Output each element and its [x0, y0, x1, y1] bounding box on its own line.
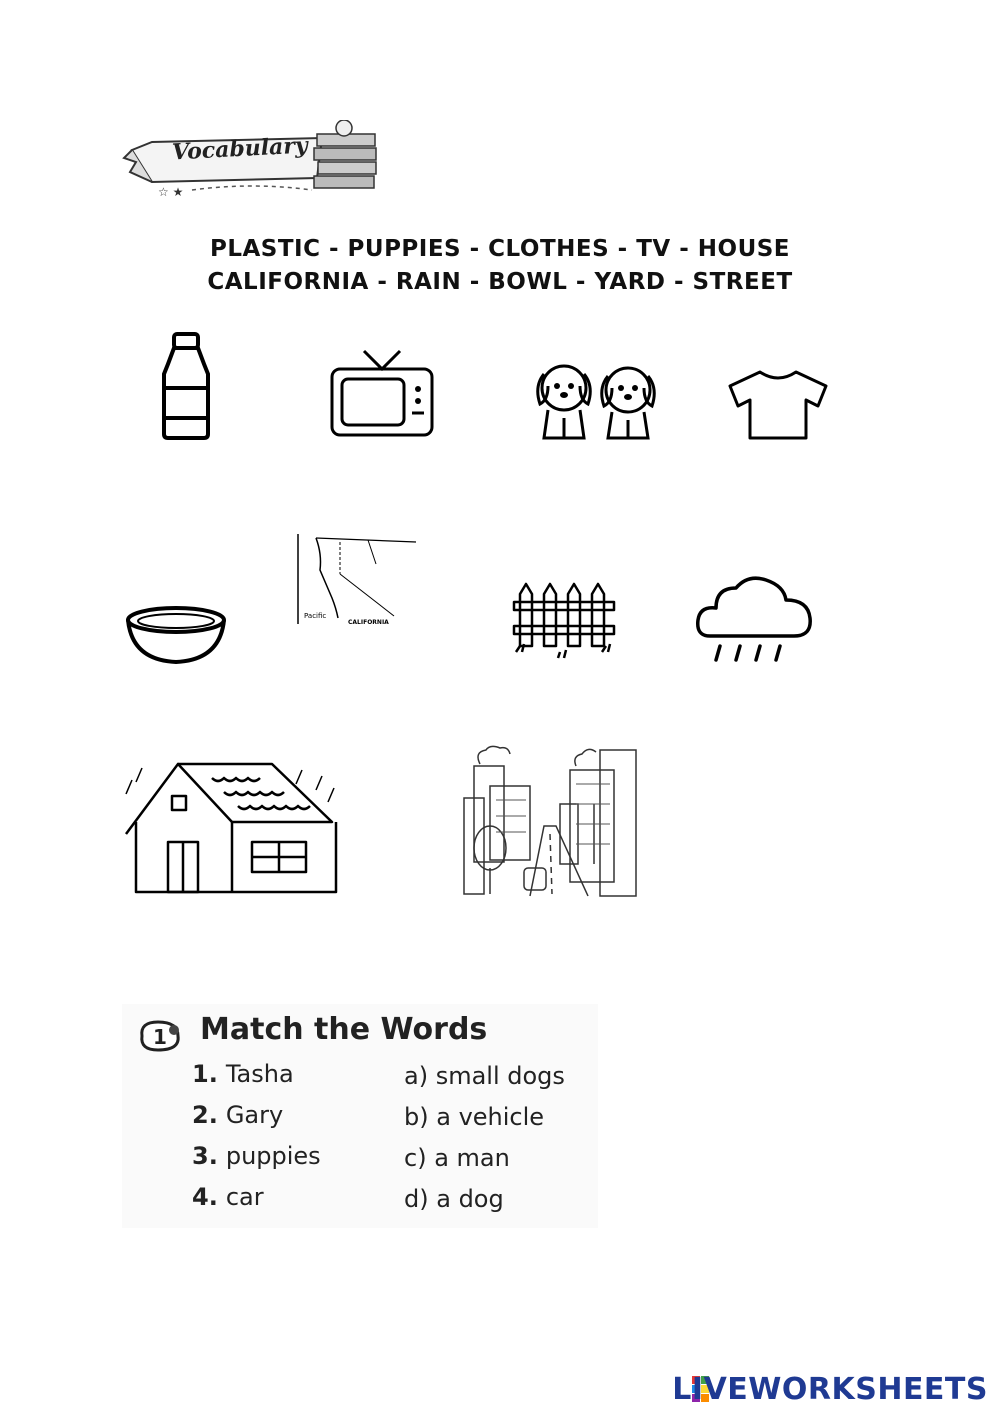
match-right-item: b) a vehicle	[404, 1103, 545, 1131]
house-icon	[122, 760, 342, 896]
match-right-item: d) a dog	[404, 1185, 504, 1213]
tv-icon	[328, 345, 436, 439]
word-bank-line-1: PLASTIC - PUPPIES - CLOTHES - TV - HOUSE	[209, 236, 791, 262]
match-left-item: 3. puppies	[192, 1142, 321, 1170]
tshirt-icon	[726, 368, 830, 442]
exercise-number: 1	[153, 1025, 167, 1049]
exercise-number-badge-icon	[136, 1018, 182, 1054]
map-state-label: CALIFORNIA	[348, 619, 389, 626]
match-exercise	[122, 1004, 598, 1228]
puppies-icon	[532, 356, 662, 446]
match-right-item: c) a man	[404, 1144, 510, 1172]
fence-yard-icon	[512, 580, 616, 662]
svg-text:☆ ★: ☆ ★	[158, 185, 184, 199]
word-bank-line-2: CALIFORNIA - RAIN - BOWL - YARD - STREET	[207, 269, 793, 295]
map-ocean-label: Pacific	[304, 612, 327, 620]
vocabulary-banner	[122, 120, 382, 206]
match-left-item: 4. car	[192, 1183, 264, 1211]
california-map-icon	[296, 534, 420, 626]
banner-label: Vocabulary	[171, 132, 309, 166]
street-icon	[460, 744, 640, 900]
liveworksheets-brand[interactable]: LIVEWORKSHEETS	[672, 1372, 988, 1407]
match-left-item: 2. Gary	[192, 1101, 284, 1129]
banner-ribbon-icon	[122, 120, 382, 206]
rain-cloud-icon	[694, 570, 816, 664]
bottle-icon	[158, 330, 214, 442]
match-left-item: 1. Tasha	[192, 1060, 294, 1088]
bowl-icon	[124, 604, 228, 666]
match-title: Match the Words	[200, 1012, 488, 1047]
match-right-item: a) small dogs	[404, 1062, 565, 1090]
